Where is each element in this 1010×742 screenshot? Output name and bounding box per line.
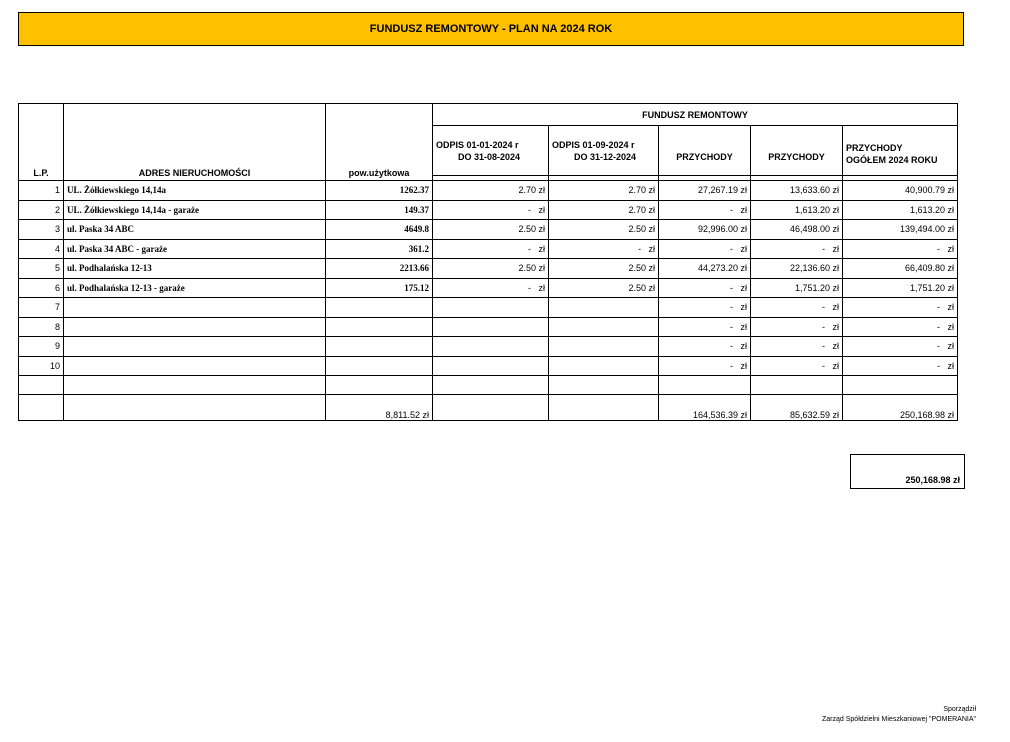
cell-przychody2: - zł [751,298,843,318]
table-row [19,259,958,279]
cell-przychody2: 1,613.20 zł [751,200,843,220]
cell-przychody2: 1,751.20 zł [751,278,843,298]
cell-total: - zł [843,356,958,376]
cell-lp: 10 [19,356,64,376]
cell-address [64,317,326,337]
grand-total: 250,168.98 zł [850,454,965,489]
cell-lp: 3 [19,220,64,240]
cell-total: 1,613.20 zł [843,200,958,220]
header-odpis1 [433,126,549,176]
cell-odpis2: 2.70 zł [549,200,659,220]
cell-total: 139,494.00 zł [843,220,958,240]
cell-odpis1: - zł [433,278,549,298]
cell-total: 40,900.79 zł [843,181,958,201]
cell-odpis2: 2.70 zł [549,181,659,201]
cell-lp: 9 [19,337,64,357]
header-odpis2-line2: DO 31-12-2024 [574,151,637,162]
total-przychody1: 164,536.39 zł [659,395,751,421]
header-przychody1: PRZYCHODY [659,126,751,176]
table-body [19,181,958,376]
cell-przychody1: - zł [659,337,751,357]
cell-odpis1: 2.70 zł [433,181,549,201]
table-row [19,317,958,337]
cell-przychody2: - zł [751,337,843,357]
cell-odpis2 [549,298,659,318]
cell-przychody1: 92,996.00 zł [659,220,751,240]
header-group: FUNDUSZ REMONTOWY [433,104,958,126]
fund-table [18,103,958,421]
total-overall: 250,168.98 zł [843,395,958,421]
cell-przychody2: 46,498.00 zł [751,220,843,240]
total-przychody2: 85,632.59 zł [751,395,843,421]
cell-total: 1,751.20 zł [843,278,958,298]
cell-total: - zł [843,298,958,318]
cell-odpis1: - zł [433,200,549,220]
cell-address: ul. Paska 34 ABC [64,220,326,240]
cell-address: UL. Żółkiewskiego 14,14a - garaże [64,200,326,220]
cell-przychody1: 27,267.19 zł [659,181,751,201]
cell-area: 149.37 [326,200,433,220]
table-row [19,200,958,220]
cell-odpis2 [549,356,659,376]
cell-odpis2: - zł [549,239,659,259]
header-total-line2: OGÓŁEM 2024 ROKU [846,154,938,165]
cell-odpis2: 2.50 zł [549,278,659,298]
table-row [19,298,958,318]
total-area: 8,811.52 zł [326,395,433,421]
cell-address: ul. Podhalańska 12-13 - garaże [64,278,326,298]
cell-odpis2: 2.50 zł [549,220,659,240]
cell-przychody1: - zł [659,278,751,298]
header-odpis2-line1: ODPIS 01-09-2024 r [552,139,635,150]
cell-lp: 2 [19,200,64,220]
cell-area [326,298,433,318]
footer-line2: Zarząd Spółdzielni Mieszkaniowej "POMERANIA" [822,716,976,723]
page-title: FUNDUSZ REMONTOWY - PLAN NA 2024 ROK [18,12,964,46]
header-total [843,126,958,176]
cell-total: 66,409.80 zł [843,259,958,279]
cell-odpis1 [433,356,549,376]
cell-odpis1 [433,298,549,318]
header-lp: L.P. [19,104,64,181]
cell-odpis1: 2.50 zł [433,220,549,240]
table-row [19,356,958,376]
cell-przychody2: - zł [751,239,843,259]
table-row [19,181,958,201]
cell-total: - zł [843,239,958,259]
cell-total: - zł [843,317,958,337]
table-row [19,278,958,298]
header-total-line1: PRZYCHODY [846,142,903,153]
cell-area [326,356,433,376]
cell-address [64,356,326,376]
cell-przychody2: 22,136.60 zł [751,259,843,279]
cell-address: UL. Żółkiewskiego 14,14a [64,181,326,201]
footer [822,705,976,725]
cell-address [64,337,326,357]
cell-area: 4649.8 [326,220,433,240]
cell-area [326,317,433,337]
cell-lp: 8 [19,317,64,337]
cell-lp: 7 [19,298,64,318]
cell-odpis1 [433,337,549,357]
cell-area: 1262.37 [326,181,433,201]
cell-address: ul. Paska 34 ABC - garaże [64,239,326,259]
cell-total: - zł [843,337,958,357]
header-przychody2: PRZYCHODY [751,126,843,176]
table-row [19,220,958,240]
cell-lp: 4 [19,239,64,259]
cell-odpis2 [549,337,659,357]
cell-odpis1: - zł [433,239,549,259]
footer-line1: Sporządził [943,706,976,713]
cell-odpis2 [549,317,659,337]
cell-address: ul. Podhalańska 12-13 [64,259,326,279]
cell-przychody1: - zł [659,317,751,337]
cell-area: 175.12 [326,278,433,298]
cell-lp: 1 [19,181,64,201]
cell-odpis1: 2.50 zł [433,259,549,279]
cell-odpis1 [433,317,549,337]
cell-area: 2213.66 [326,259,433,279]
header-area: pow.użytkowa [326,104,433,181]
table-row [19,239,958,259]
header-odpis1-line1: ODPIS 01-01-2024 r [436,139,519,150]
header-odpis2 [549,126,659,176]
cell-przychody1: 44,273.20 zł [659,259,751,279]
cell-przychody2: 13,633.60 zł [751,181,843,201]
cell-area [326,337,433,357]
cell-lp: 6 [19,278,64,298]
table-row [19,337,958,357]
cell-przychody2: - zł [751,356,843,376]
cell-przychody1: - zł [659,239,751,259]
cell-przychody1: - zł [659,200,751,220]
cell-odpis2: 2.50 zł [549,259,659,279]
header-address: ADRES NIERUCHOMOŚCI [64,104,326,181]
header-odpis1-line2: DO 31-08-2024 [458,151,521,162]
cell-przychody1: - zł [659,298,751,318]
cell-przychody1: - zł [659,356,751,376]
cell-lp: 5 [19,259,64,279]
cell-address [64,298,326,318]
cell-area: 361.2 [326,239,433,259]
cell-przychody2: - zł [751,317,843,337]
